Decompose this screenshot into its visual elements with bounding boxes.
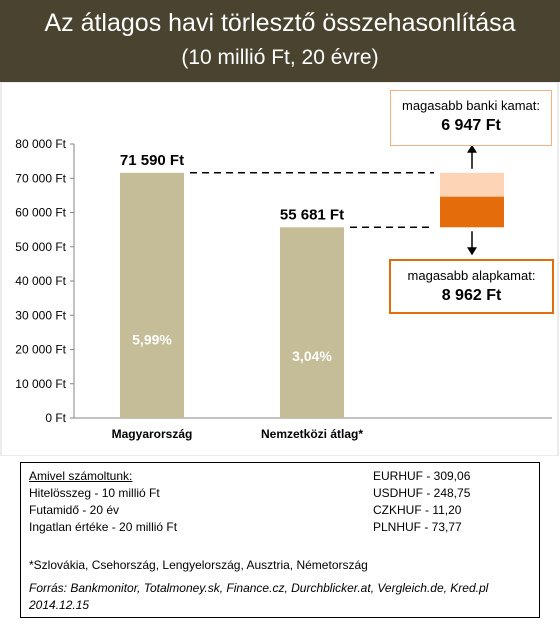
rate-eurhuf: EURHUF - 309,06 — [373, 469, 471, 483]
higher-base-rate-label: magasabb alapkamat: — [407, 268, 536, 283]
y-tick-label: 40 000 Ft — [15, 274, 66, 288]
rate-usdhuf: USDHUF - 248,75 — [373, 486, 471, 500]
y-tick-label: 10 000 Ft — [15, 376, 66, 391]
bar-rate-label: 5,99% — [132, 331, 172, 348]
bar — [280, 227, 344, 418]
title-banner — [0, 0, 560, 82]
assumptions-heading: Amivel számoltunk: — [29, 469, 133, 483]
category-label: Magyarország — [111, 427, 193, 441]
countries-note: *Szlovákia, Csehország, Lengyelország, Ausztria, Németország — [29, 558, 368, 572]
assumption-term: Futamidő - 20 év — [29, 503, 120, 517]
assumption-loan-amount: Hitelösszeg - 10 millió Ft — [29, 486, 160, 500]
source-line: Forrás: Bankmonitor, Totalmoney.sk, Finance.cz, Durchblicker.at, Vergleich.de, Kred.pl — [29, 581, 489, 595]
category-label: Nemzetközi átlag* — [260, 427, 364, 441]
rate-plnhuf: PLNHUF - 73,77 — [373, 520, 462, 534]
y-tick-label: 60 000 Ft — [15, 205, 66, 220]
assumptions-box — [20, 462, 540, 618]
y-tick-label: 80 000 Ft — [15, 137, 66, 151]
arrow-down-head — [467, 247, 477, 255]
rate-czkhuf: CZKHUF - 11,20 — [373, 503, 462, 517]
chart-subtitle: (10 millió Ft, 20 évre) — [181, 46, 379, 69]
higher-base-rate-value: 8 962 Ft — [441, 287, 502, 304]
y-tick-label: 50 000 Ft — [15, 239, 66, 254]
higher-base-rate-callout — [389, 259, 554, 314]
breakdown-segment — [440, 197, 504, 228]
date-line: 2014.12.15 — [29, 598, 90, 612]
y-tick-label: 70 000 Ft — [15, 171, 66, 186]
breakdown-segment — [440, 173, 504, 197]
assumption-property-value: Ingatlan értéke - 20 millió Ft — [29, 520, 178, 534]
bar-rate-label: 3,04% — [292, 347, 332, 364]
higher-bank-rate-label: magasabb banki kamat: — [401, 98, 541, 113]
higher-bank-rate-callout — [390, 90, 552, 146]
y-tick-label: 20 000 Ft — [15, 342, 66, 357]
chart-title: Az átlagos havi törlesztő összehasonlítása — [44, 9, 516, 37]
bar-value-label: 55 681 Ft — [279, 206, 345, 224]
y-tick-label: 30 000 Ft — [15, 308, 66, 323]
bar — [120, 173, 184, 418]
arrow-up-head — [467, 145, 477, 153]
y-tick-label: 0 Ft — [45, 411, 66, 425]
bar-value-label: 71 590 Ft — [119, 151, 185, 169]
higher-bank-rate-value: 6 947 Ft — [441, 117, 501, 134]
